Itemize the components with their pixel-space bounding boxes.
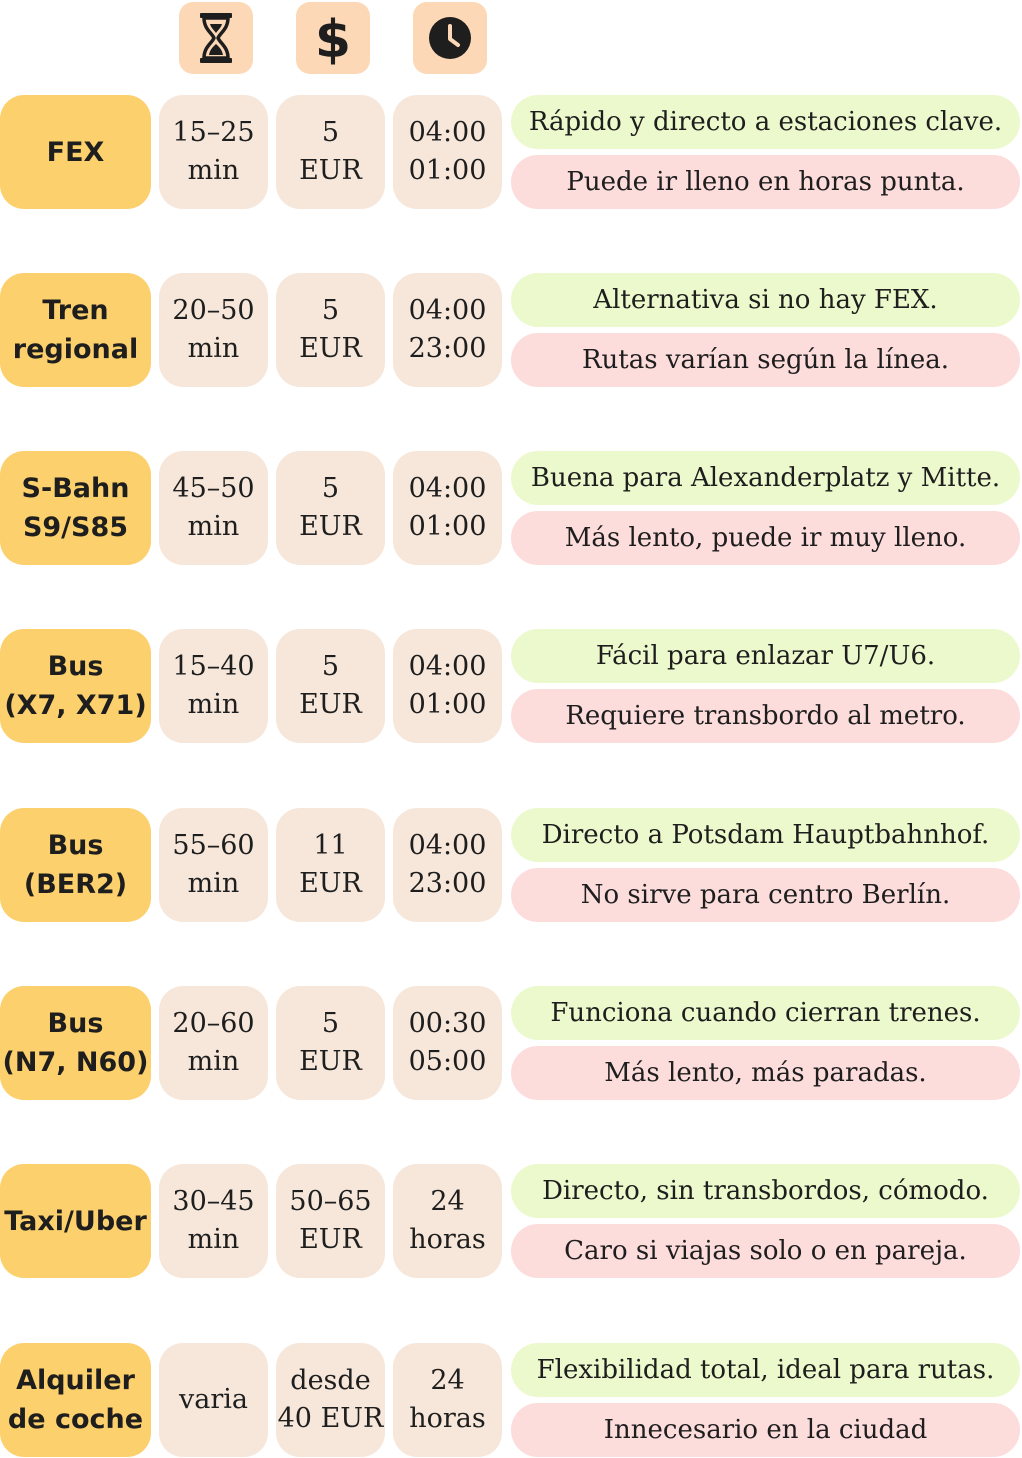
- mode-label: Bus (N7, N60): [0, 986, 151, 1100]
- pro-note: Alternativa si no hay FEX.: [511, 273, 1020, 327]
- hours-cell: 00:30 05:00: [393, 986, 502, 1100]
- con-note: Requiere transbordo al metro.: [511, 689, 1020, 743]
- price-header: [296, 2, 370, 74]
- hours-cell: 04:00 23:00: [393, 808, 502, 922]
- duration-cell: 30–45 min: [159, 1164, 268, 1278]
- con-note: Más lento, puede ir muy lleno.: [511, 511, 1020, 565]
- pro-note: Funciona cuando cierran trenes.: [511, 986, 1020, 1040]
- hours-cell: 24 horas: [393, 1164, 502, 1278]
- price-cell: 5 EUR: [276, 986, 385, 1100]
- price-cell: 5 EUR: [276, 451, 385, 565]
- price-cell: 11 EUR: [276, 808, 385, 922]
- transport-row-fex: [0, 95, 1022, 209]
- hours-cell: 24 horas: [393, 1343, 502, 1457]
- hours-cell: 04:00 01:00: [393, 451, 502, 565]
- duration-cell: 15–40 min: [159, 629, 268, 743]
- duration-cell: 45–50 min: [159, 451, 268, 565]
- price-cell: 50–65 EUR: [276, 1164, 385, 1278]
- mode-label: Taxi/Uber: [0, 1164, 151, 1278]
- mode-label: Bus (X7, X71): [0, 629, 151, 743]
- price-cell: 5 EUR: [276, 95, 385, 209]
- mode-label: FEX: [0, 95, 151, 209]
- hours-cell: 04:00 23:00: [393, 273, 502, 387]
- mode-label: Bus (BER2): [0, 808, 151, 922]
- con-note: No sirve para centro Berlín.: [511, 868, 1020, 922]
- price-cell: 5 EUR: [276, 629, 385, 743]
- pro-note: Fácil para enlazar U7/U6.: [511, 629, 1020, 683]
- mode-label: Alquiler de coche: [0, 1343, 151, 1457]
- duration-header: [179, 2, 253, 74]
- duration-cell: 55–60 min: [159, 808, 268, 922]
- duration-cell: 20–60 min: [159, 986, 268, 1100]
- transport-row-bus-night: [0, 986, 1022, 1100]
- duration-cell: 20–50 min: [159, 273, 268, 387]
- transport-row-bus-x7: [0, 629, 1022, 743]
- pro-note: Buena para Alexanderplatz y Mitte.: [511, 451, 1020, 505]
- pro-note: Flexibilidad total, ideal para rutas.: [511, 1343, 1020, 1397]
- con-note: Rutas varían según la línea.: [511, 333, 1020, 387]
- transport-row-s-bahn: [0, 451, 1022, 565]
- dollar-icon: [311, 10, 355, 66]
- duration-cell: 15–25 min: [159, 95, 268, 209]
- hours-cell: 04:00 01:00: [393, 629, 502, 743]
- price-cell: 5 EUR: [276, 273, 385, 387]
- pro-note: Directo a Potsdam Hauptbahnhof.: [511, 808, 1020, 862]
- schedule-header: [413, 2, 487, 74]
- transport-row-tren-regional: [0, 273, 1022, 387]
- hours-cell: 04:00 01:00: [393, 95, 502, 209]
- transport-row-taxi: [0, 1164, 1022, 1278]
- pro-note: Rápido y directo a estaciones clave.: [511, 95, 1020, 149]
- hourglass-icon: [196, 11, 236, 65]
- con-note: Más lento, más paradas.: [511, 1046, 1020, 1100]
- mode-label: Tren regional: [0, 273, 151, 387]
- con-note: Puede ir lleno en horas punta.: [511, 155, 1020, 209]
- svg-text:$: $: [314, 10, 352, 66]
- con-note: Caro si viajas solo o en pareja.: [511, 1224, 1020, 1278]
- transport-row-bus-ber2: [0, 808, 1022, 922]
- price-cell: desde 40 EUR: [276, 1343, 385, 1457]
- duration-cell: varia: [159, 1343, 268, 1457]
- transport-row-car-rental: [0, 1343, 1022, 1457]
- clock-icon: [427, 15, 473, 61]
- pro-note: Directo, sin transbordos, cómodo.: [511, 1164, 1020, 1218]
- mode-label: S-Bahn S9/S85: [0, 451, 151, 565]
- con-note: Innecesario en la ciudad: [511, 1403, 1020, 1457]
